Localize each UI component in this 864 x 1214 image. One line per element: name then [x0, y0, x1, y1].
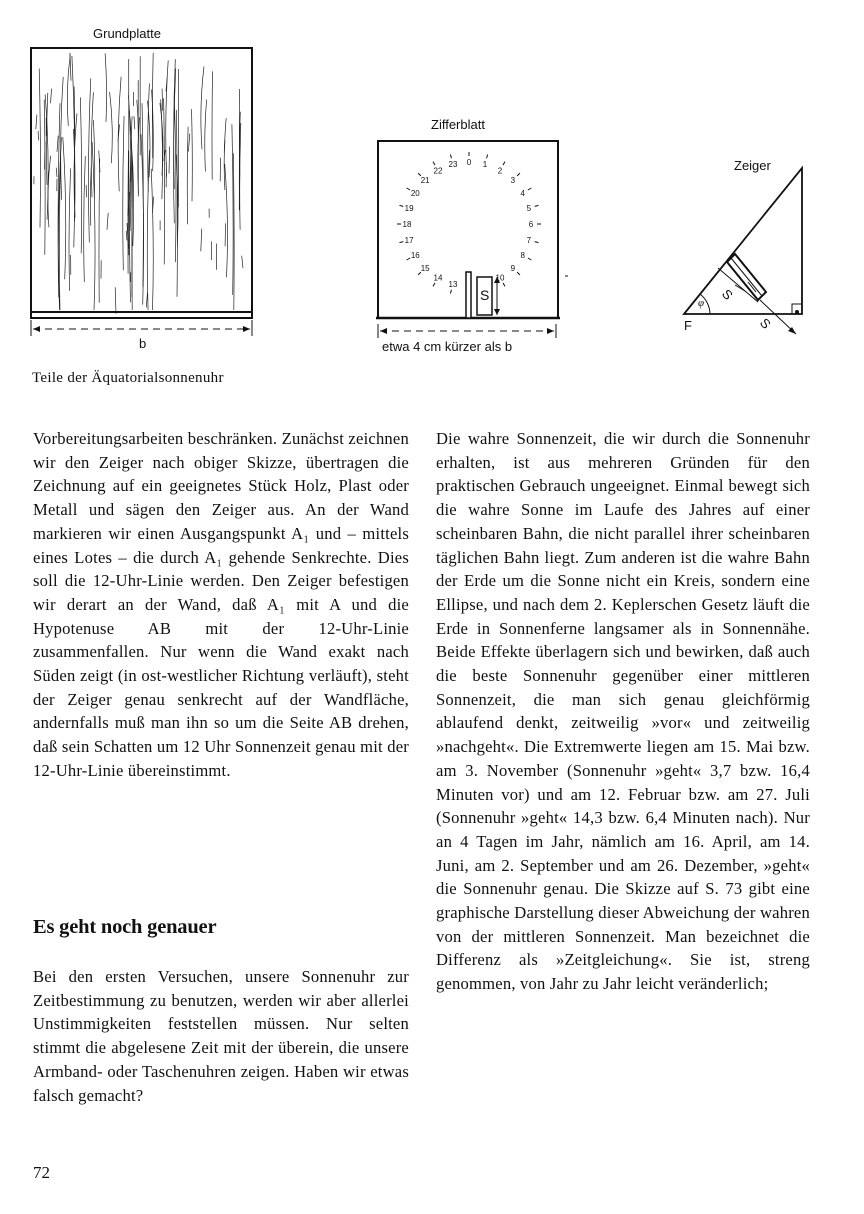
dial-tick [503, 162, 505, 166]
figure-teile-sonnenuhr [0, 0, 864, 400]
dial-hour-number: 10 [495, 273, 505, 283]
dial-hour-number: 3 [510, 176, 516, 186]
page-number: 72 [33, 1163, 50, 1182]
dial-dimension-label: etwa 4 cm kürzer als b [382, 339, 513, 354]
dial-tick [517, 173, 520, 176]
pointer-f-label: F [684, 318, 692, 333]
dial-tick [535, 242, 539, 243]
pointer-s-label-2: S [756, 315, 774, 332]
dial-hour-number: 14 [433, 273, 443, 283]
dial-hour-number: 5 [526, 204, 532, 213]
dial-tick [400, 205, 404, 206]
dial-hour-number: 21 [420, 176, 430, 186]
dial-slot-label: S [480, 287, 490, 303]
dial-tick [528, 188, 532, 190]
dial-hour-number: 23 [448, 160, 458, 170]
body-paragraph: Die wahre Sonnenzeit, die wir durch die Sonnenuhr erhalten, ist aus mehreren Gründen für den praktischen Gebrauch ungeeignet. Einmal bewegt sich die wahre Sonne im Laufe des Jahres auf einer scheinbaren Bahn, die nicht parallel ihrer scheinbaren täglichen Bahn liegt. Zum anderen ist die wahre Bahn der Erde um die Sonne nicht ein Kreis, sondern eine Ellipse, und nach dem 2. Keplerschen Gesetz läuft die Erde in Sonnenferne langsamer als in Sonnennähe. Beide Effekte überlagern sich und bewirken, daß auch die beste Sonnenuhr gegenüber einer mittleren Sonnenzeit, die man sich genau gleichförmig ablaufend denkt, zeitweilig »vor« und zeitweilig »nachgeht«. Die Extremwerte liegen am 15. Mai bzw. am 3. November (Sonnenuhr »geht« 3,7 bzw. 16,4 Minuten vor) und am 12. Februar bzw. am 27. Juli (Sonnenuhr »geht« 14,3 bzw. 6,4 Minuten nach). Nur an 4 Tagen im Jahr, nämlich am 16. April, am 14. Juni, am 2. September und am 26. Dezember, »geht« die Sonnenuhr genau. Die Skizze auf S. 73 gibt eine graphische Darstellung dieser Abweichung der wahren von der mittleren Sonnenzeit. Man bezeichnet die Differenz als »Zeitgleichung«. Sie ist, streng genommen, von Jahr zu Jahr leicht veränderlich; [436, 429, 810, 994]
dial-tick [407, 188, 411, 190]
dial-tick [503, 283, 505, 287]
body-paragraph: Vorbereitungsarbeiten beschränken. Zunächst zeichnen wir den Zeiger nach obiger Skizze, übertragen die Zeichnung auf ein geeignetes Stück Holz, Plast oder Metall und sägen den Zeiger aus. An der Wand markieren wir einen Ausgangspunkt A₁ und – mittels eines Lotes – die durch A₁ gehende Senkrechte. Dies soll die 12-Uhr-Linie werden. Den Zeiger befestigen wir derart an der Wand, daß A₁ mit A und die Hypotenuse AB mit der 12-Uhr-Linie zusammenfallen. Nur wenn die Wand exakt nach Süden zeigt (in ost-westlicher Richtung verläuft), steht der Zeiger genau senkrecht auf der Wandfläche, andernfalls muß man ihn so um die Seite AB drehen, daß sein Schatten um 12 Uhr Sonnenzeit genau mit der 12-Uhr-Linie übereinstimmt. [33, 429, 409, 780]
baseplate-dimension-label: b [139, 336, 147, 351]
body-paragraph: Bei den ersten Versuchen, unsere Sonnenuhr zur Zeitbestimmung zu benutzen, werden wir aber allerlei Unstimmigkeiten feststellen müssen. Nur selten stimmt die abgelesene Zeit mit der überein, die unsere Armband- oder Taschenuhren zeigen. Haben wir etwas falsch gemacht? [33, 967, 409, 1105]
dial-hour-number: 7 [526, 236, 532, 245]
baseplate-label: Grundplatte [93, 26, 161, 41]
dial-tick [487, 155, 488, 159]
dial-hour-number: 17 [404, 236, 414, 245]
pointer-drawing [684, 168, 802, 334]
dial-tick [535, 205, 539, 206]
dial-tick [433, 162, 435, 166]
dial-hour-number: 19 [404, 204, 414, 213]
dial-drawing [376, 141, 568, 338]
dial-hour-number: 6 [528, 220, 534, 229]
dial-hour-number: 4 [520, 189, 525, 198]
pointer-label: Zeiger [734, 158, 771, 173]
dial-tick [528, 258, 532, 260]
dial-tick [407, 258, 411, 260]
dial-hour-number: 0 [466, 158, 472, 167]
section-heading: Es geht noch genauer [33, 916, 217, 938]
dial-tick [400, 242, 404, 243]
dial-hour-number: 9 [510, 263, 516, 273]
text-column-left [33, 427, 409, 783]
dial-tick [517, 272, 520, 275]
dial-hour-number: 22 [433, 166, 443, 176]
text-column-left-section [33, 965, 409, 1107]
dial-tick [433, 283, 435, 287]
dial-hour-number: 15 [420, 263, 430, 273]
pointer-s-label-1: S [718, 286, 736, 303]
dial-hour-number: 2 [497, 166, 503, 176]
dial-tick [450, 290, 451, 294]
dial-hour-number: 18 [402, 220, 412, 229]
dial-hour-number: 20 [410, 189, 420, 198]
pointer-phi-label: φ [698, 297, 705, 309]
text-column-right [436, 427, 810, 996]
figure-caption: Teile der Äquatorialsonnenuhr [32, 370, 224, 386]
dial-hour-number: 8 [520, 251, 525, 260]
dial-hour-number: 1 [482, 160, 488, 170]
baseplate-drawing [31, 48, 252, 336]
dial-hour-number: 16 [410, 251, 420, 260]
dial-label: Zifferblatt [431, 117, 485, 132]
dial-hour-number: 13 [448, 279, 458, 289]
dial-tick [450, 155, 451, 159]
